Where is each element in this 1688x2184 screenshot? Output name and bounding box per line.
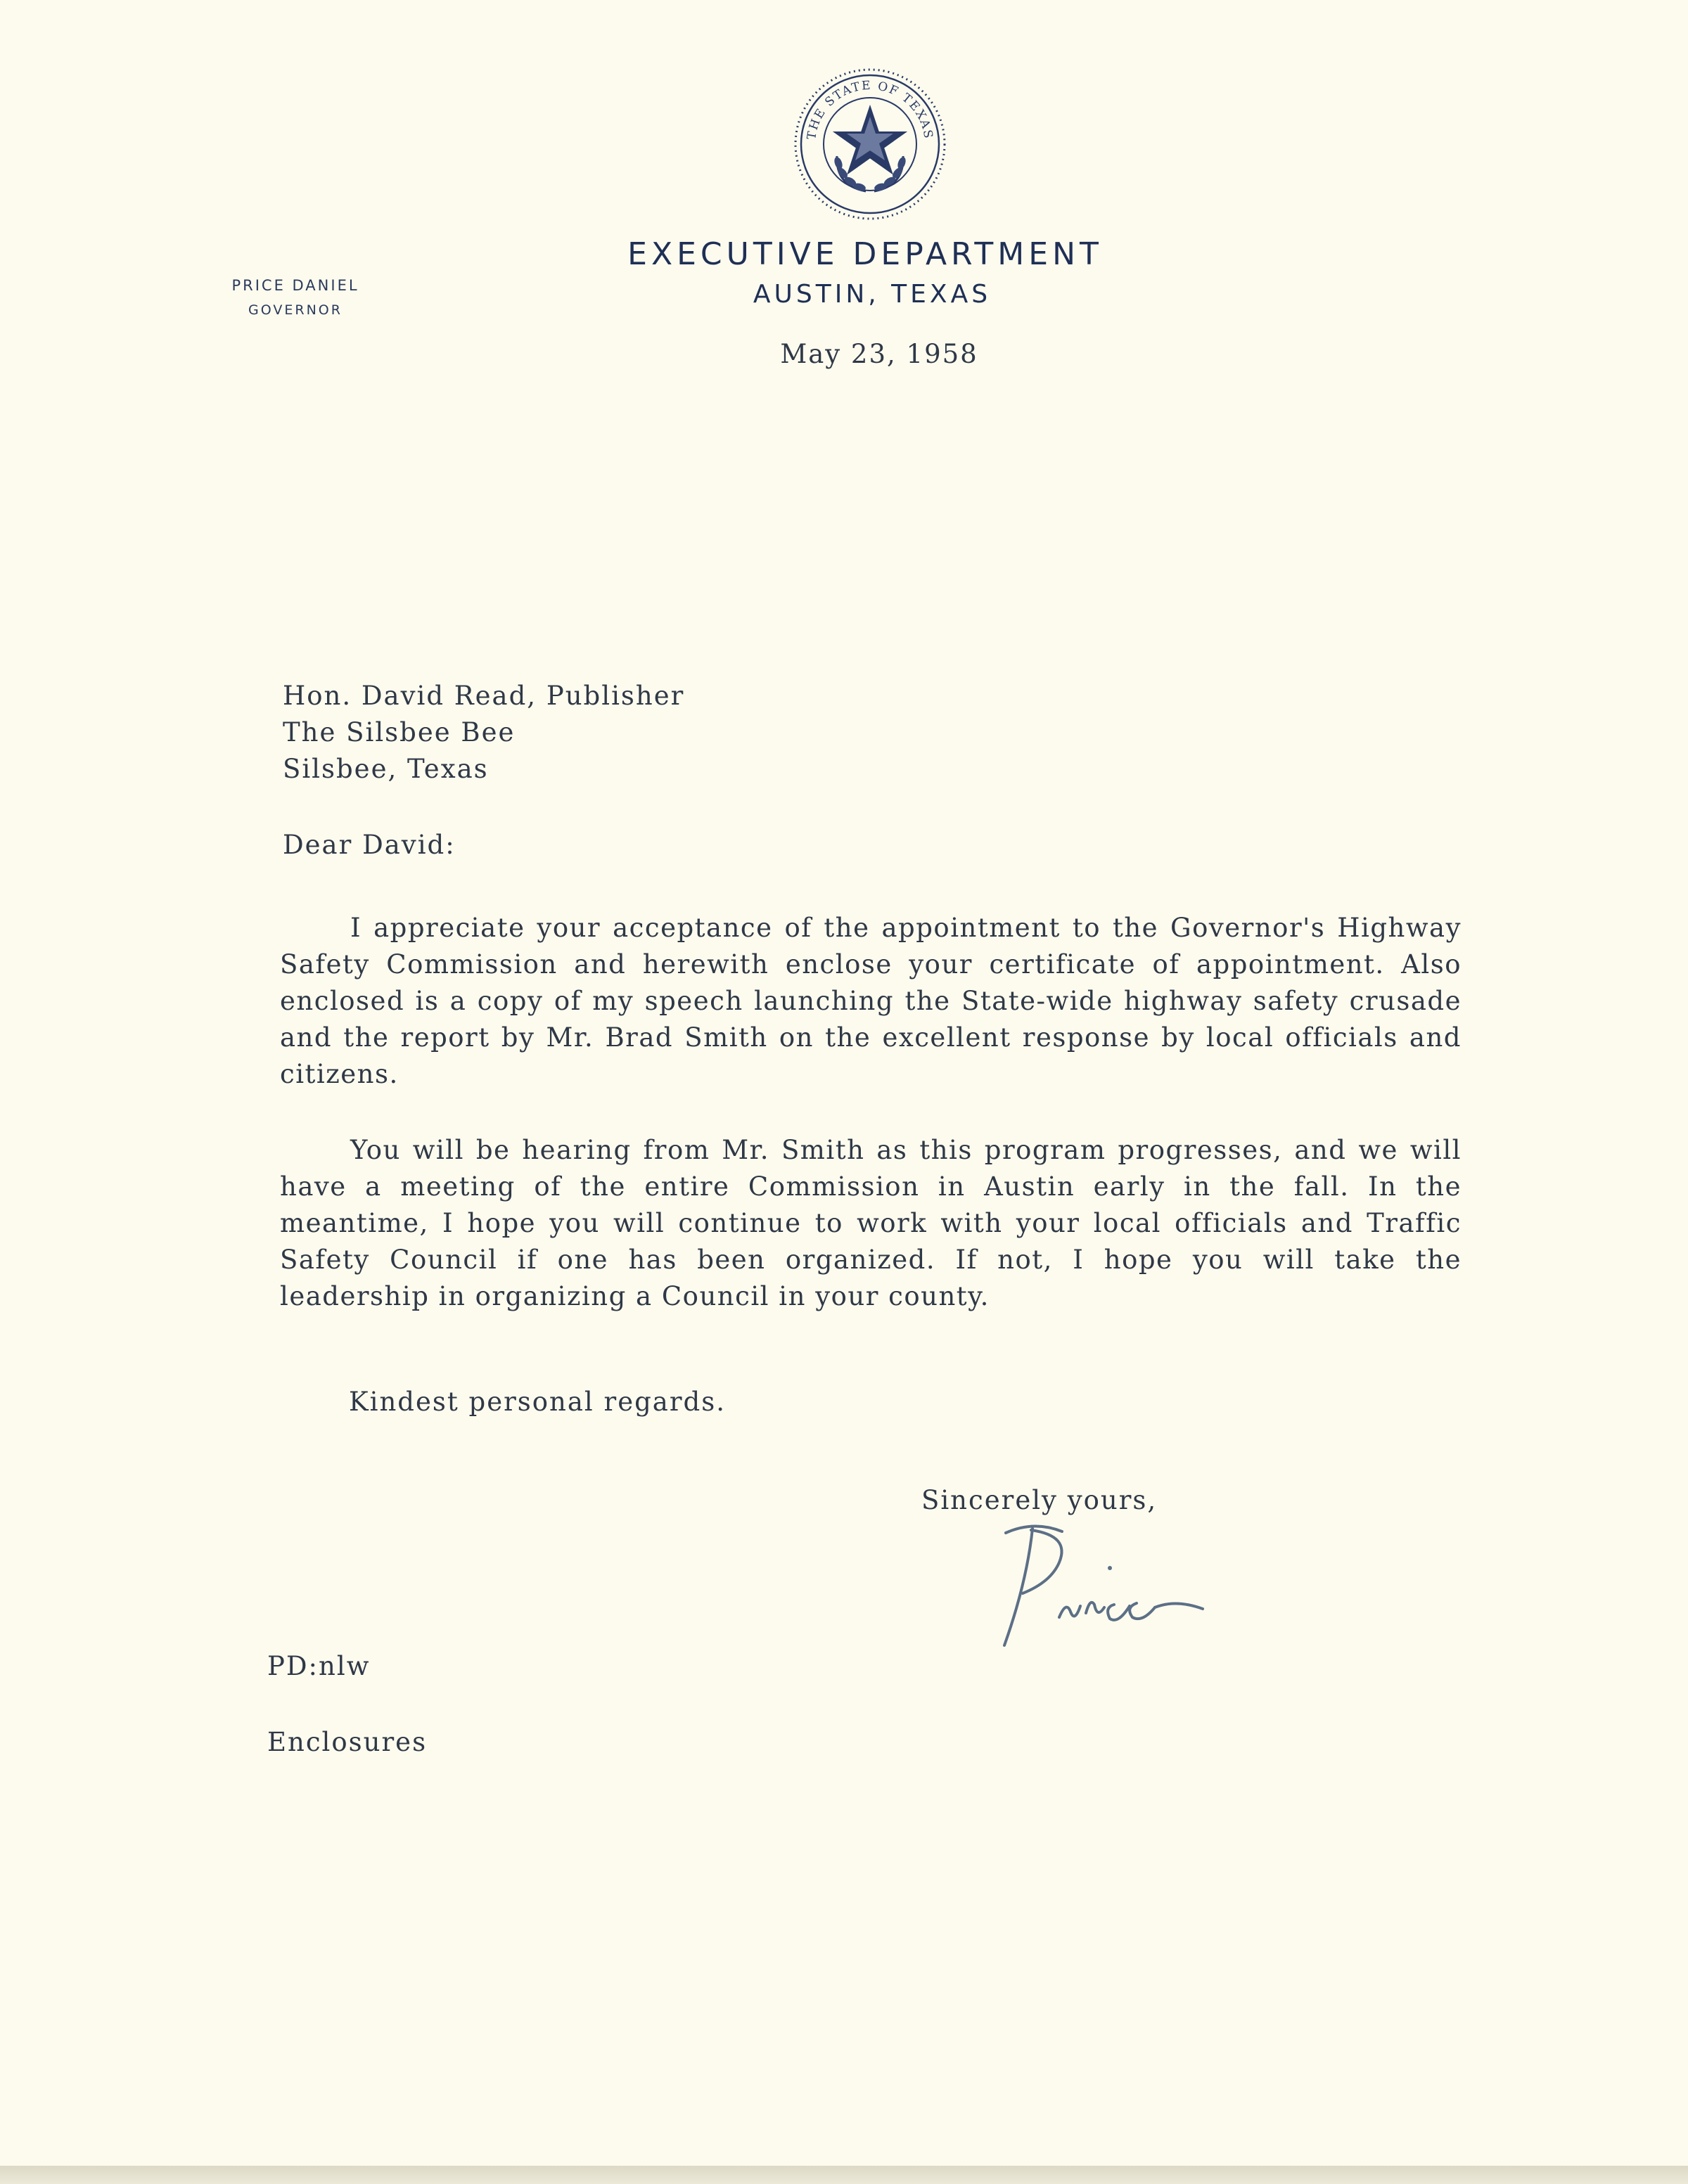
department-heading: EXECUTIVE DEPARTMENT bbox=[627, 236, 1103, 272]
salutation: Dear David: bbox=[283, 830, 456, 860]
recipient-line-1: Hon. David Read, Publisher bbox=[283, 681, 685, 711]
paragraph-2-text: You will be hearing from Mr. Smith as this program progresses, and we will have a meeting of the entire Commission in Austin early in the fall. In the meantime, I hope you will continue to work with your local officials and Traffic Safety Council if one has been organized. If not, I hope you will take the leadership in organizing a Council in your county. bbox=[280, 1135, 1462, 1311]
paragraph-1-text: I appreciate your acceptance of the appointment to the Governor's Highway Safety Commission and herewith enclose your certificate of appointment. Also enclosed is a copy of my speech launching the State-wide highway safety crusade and the report by Mr. Brad Smith on the excellent response by local officials and citizens. bbox=[280, 913, 1462, 1089]
texas-seal-icon bbox=[792, 66, 948, 222]
department-city: AUSTIN, TEXAS bbox=[753, 280, 992, 309]
signature-image bbox=[992, 1519, 1217, 1659]
recipient-line-3: Silsbee, Texas bbox=[283, 754, 489, 784]
seal-text: THE STATE OF TEXAS bbox=[805, 78, 935, 141]
page-edge bbox=[0, 2166, 1688, 2184]
body-paragraph-2 bbox=[280, 1132, 1462, 1315]
regards-line: Kindest personal regards. bbox=[349, 1387, 726, 1417]
letter-date: May 23, 1958 bbox=[780, 339, 978, 369]
recipient-line-2: The Silsbee Bee bbox=[283, 717, 516, 747]
typist-initials: PD:nlw bbox=[267, 1651, 371, 1681]
enclosures-note: Enclosures bbox=[267, 1727, 428, 1757]
body-paragraph-1 bbox=[280, 910, 1462, 1093]
closing: Sincerely yours, bbox=[921, 1485, 1158, 1515]
governor-title: GOVERNOR bbox=[248, 302, 343, 318]
governor-name: PRICE DANIEL bbox=[231, 277, 359, 294]
